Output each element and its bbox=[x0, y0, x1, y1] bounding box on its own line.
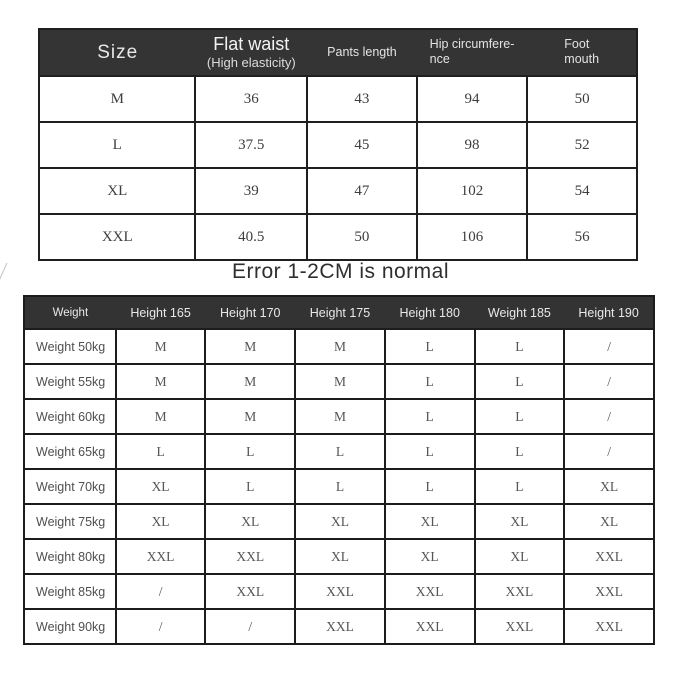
weight-label-cell: Weight 70kg bbox=[24, 469, 116, 504]
size-recommendation-cell: / bbox=[116, 609, 206, 644]
measurement-cell: 50 bbox=[527, 76, 637, 122]
size-recommendation-cell: M bbox=[205, 399, 295, 434]
size-recommendation-cell: L bbox=[385, 469, 475, 504]
measurement-cell: 56 bbox=[527, 214, 637, 260]
table-row bbox=[39, 168, 637, 214]
size-recommendation-cell: XXL bbox=[564, 574, 654, 609]
header-label: Hip circumfere- bbox=[429, 37, 515, 51]
size-recommendation-cell: XXL bbox=[564, 539, 654, 574]
measurement-cell: 45 bbox=[307, 122, 417, 168]
header-label: mouth bbox=[564, 52, 600, 66]
table-row bbox=[39, 122, 637, 168]
weight-label-cell: Weight 90kg bbox=[24, 609, 116, 644]
col-header-foot-mouth bbox=[527, 29, 637, 76]
size-recommendation-cell: L bbox=[295, 434, 385, 469]
size-recommendation-cell: L bbox=[475, 399, 565, 434]
measurement-cell: 39 bbox=[195, 168, 307, 214]
size-recommendation-cell: XL bbox=[475, 539, 565, 574]
size-recommendation-cell: L bbox=[475, 329, 565, 364]
measurement-cell: 50 bbox=[307, 214, 417, 260]
size-recommendation-cell: M bbox=[116, 399, 206, 434]
size-recommendation-cell: / bbox=[564, 329, 654, 364]
spec-header-row bbox=[39, 29, 637, 76]
col-header-weight: Weight bbox=[24, 296, 116, 329]
matrix-header-row bbox=[24, 296, 654, 329]
header-sublabel: (High elasticity) bbox=[206, 55, 296, 70]
size-recommendation-cell: XXL bbox=[385, 609, 475, 644]
size-recommendation-cell: M bbox=[295, 399, 385, 434]
size-recommendation-cell: L bbox=[385, 364, 475, 399]
size-recommendation-cell: XL bbox=[475, 504, 565, 539]
size-recommendation-cell: XL bbox=[385, 539, 475, 574]
size-recommendation-cell: L bbox=[205, 469, 295, 504]
size-recommendation-cell: XXL bbox=[295, 574, 385, 609]
size-recommendation-cell: L bbox=[475, 364, 565, 399]
tolerance-note: Error 1-2CM is normal bbox=[231, 260, 450, 283]
table-row bbox=[39, 76, 637, 122]
size-recommendation-cell: XXL bbox=[116, 539, 206, 574]
size-recommendation-cell: M bbox=[116, 364, 206, 399]
header-label: Size bbox=[97, 41, 139, 63]
table-row bbox=[24, 539, 654, 574]
size-recommendation-cell: L bbox=[475, 434, 565, 469]
weight-label-cell: Weight 75kg bbox=[24, 504, 116, 539]
size-recommendation-cell: XXL bbox=[385, 574, 475, 609]
measurement-cell: 40.5 bbox=[195, 214, 307, 260]
measurement-cell: 52 bbox=[527, 122, 637, 168]
weight-label-cell: Weight 50kg bbox=[24, 329, 116, 364]
size-recommendation-cell: M bbox=[295, 364, 385, 399]
measurement-cell: 102 bbox=[417, 168, 528, 214]
col-header-height-175: Height 175 bbox=[295, 296, 385, 329]
measurement-cell: 54 bbox=[527, 168, 637, 214]
measurement-cell: 47 bbox=[307, 168, 417, 214]
size-recommendation-cell: L bbox=[116, 434, 206, 469]
table-row bbox=[24, 609, 654, 644]
size-cell: L bbox=[39, 122, 195, 168]
size-recommendation-cell: XXL bbox=[205, 574, 295, 609]
measurement-cell: 94 bbox=[417, 76, 528, 122]
weight-label-cell: Weight 60kg bbox=[24, 399, 116, 434]
table-row bbox=[24, 434, 654, 469]
col-header-height-165: Height 165 bbox=[116, 296, 206, 329]
header-label: Pants length bbox=[327, 45, 397, 59]
size-recommendation-cell: M bbox=[295, 329, 385, 364]
size-recommendation-cell: / bbox=[564, 434, 654, 469]
size-recommendation-cell: XL bbox=[295, 539, 385, 574]
size-recommendation-cell: XXL bbox=[205, 539, 295, 574]
weight-height-matrix-table bbox=[23, 295, 655, 645]
weight-label-cell: Weight 65kg bbox=[24, 434, 116, 469]
header-label: Flat waist bbox=[213, 34, 290, 54]
size-recommendation-cell: M bbox=[205, 329, 295, 364]
size-spec-table bbox=[38, 28, 638, 261]
size-recommendation-cell: L bbox=[385, 434, 475, 469]
size-recommendation-cell: XL bbox=[116, 469, 206, 504]
header-label: nce bbox=[429, 52, 450, 66]
size-recommendation-cell: XXL bbox=[475, 609, 565, 644]
size-recommendation-cell: M bbox=[205, 364, 295, 399]
size-recommendation-cell: L bbox=[475, 469, 565, 504]
size-recommendation-cell: XL bbox=[295, 504, 385, 539]
size-recommendation-cell: XL bbox=[205, 504, 295, 539]
size-recommendation-cell: XXL bbox=[295, 609, 385, 644]
table-row bbox=[24, 574, 654, 609]
size-recommendation-cell: XXL bbox=[564, 609, 654, 644]
col-header-height-170: Height 170 bbox=[205, 296, 295, 329]
col-header-hip-circumference bbox=[417, 29, 528, 76]
size-recommendation-cell: / bbox=[116, 574, 206, 609]
size-recommendation-cell: XL bbox=[385, 504, 475, 539]
col-header-pants-length bbox=[307, 29, 417, 76]
weight-label-cell: Weight 55kg bbox=[24, 364, 116, 399]
table-row bbox=[39, 214, 637, 260]
table-row bbox=[24, 364, 654, 399]
size-recommendation-cell: XL bbox=[116, 504, 206, 539]
col-header-weight-185: Weight 185 bbox=[475, 296, 565, 329]
size-recommendation-cell: XL bbox=[564, 469, 654, 504]
col-header-size bbox=[39, 29, 195, 76]
size-recommendation-cell: L bbox=[385, 329, 475, 364]
size-cell: XL bbox=[39, 168, 195, 214]
table-row bbox=[24, 469, 654, 504]
size-recommendation-cell: L bbox=[205, 434, 295, 469]
col-header-height-190: Height 190 bbox=[564, 296, 654, 329]
weight-label-cell: Weight 80kg bbox=[24, 539, 116, 574]
measurement-cell: 106 bbox=[417, 214, 528, 260]
col-header-flat-waist bbox=[195, 29, 307, 76]
size-recommendation-cell: / bbox=[564, 364, 654, 399]
table-row bbox=[24, 399, 654, 434]
size-recommendation-cell: L bbox=[295, 469, 385, 504]
measurement-cell: 37.5 bbox=[195, 122, 307, 168]
weight-label-cell: Weight 85kg bbox=[24, 574, 116, 609]
size-cell: M bbox=[39, 76, 195, 122]
size-recommendation-cell: / bbox=[205, 609, 295, 644]
size-recommendation-cell: XXL bbox=[475, 574, 565, 609]
measurement-cell: 43 bbox=[307, 76, 417, 122]
size-recommendation-cell: M bbox=[116, 329, 206, 364]
header-label: Foot bbox=[564, 37, 590, 51]
size-cell: XXL bbox=[39, 214, 195, 260]
table-row bbox=[24, 504, 654, 539]
measurement-cell: 98 bbox=[417, 122, 528, 168]
table-row bbox=[24, 329, 654, 364]
size-recommendation-cell: XL bbox=[564, 504, 654, 539]
col-header-height-180: Height 180 bbox=[385, 296, 475, 329]
size-recommendation-cell: L bbox=[385, 399, 475, 434]
size-recommendation-cell: / bbox=[564, 399, 654, 434]
measurement-cell: 36 bbox=[195, 76, 307, 122]
